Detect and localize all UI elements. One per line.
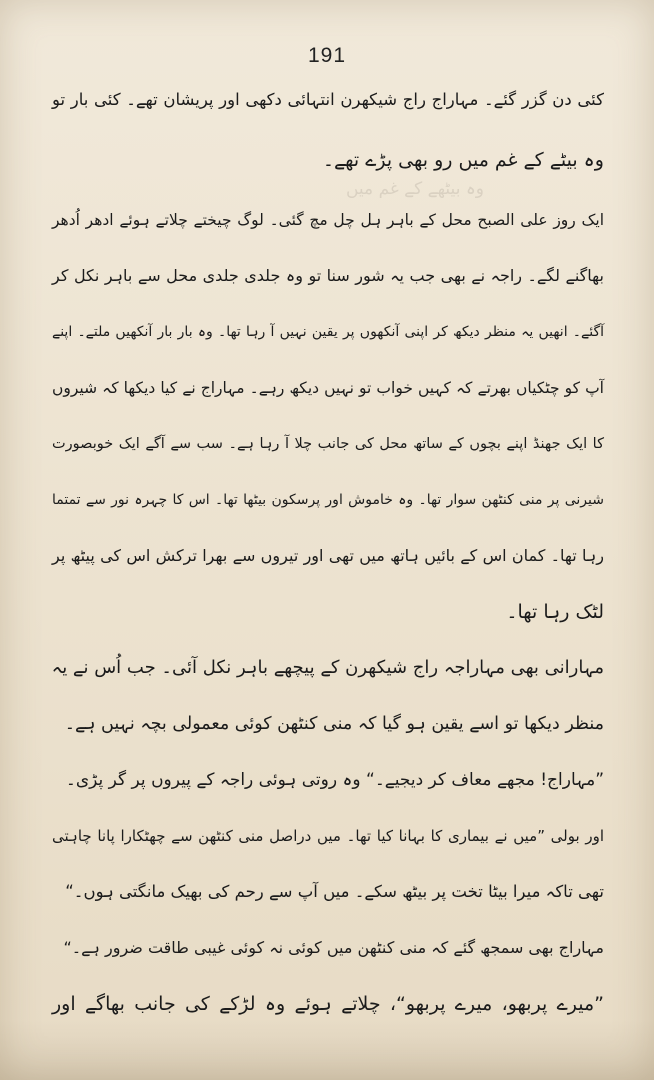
text-line-8: شیرنی پر منی کنٹھن سوار تھا۔ وہ خاموش اور پرسکون بیٹھا تھا۔ اس کا چہرہ نور سے تمتما — [52, 492, 604, 508]
text-line-17: ”میرے پربھو، میرے پربھو“، چلاتے ہوئے وہ لڑکے کی جانب بھاگے اور — [52, 993, 604, 1015]
text-line-14: اور بولی ”میں نے بیماری کا بہانا کیا تھا۔ میں دراصل منی کنٹھن سے چھٹکارا پانا چاہتی — [52, 827, 604, 845]
text-line-12: منظر دیکھا تو اسے یقین ہو گیا کہ منی کنٹھن کوئی معمولی بچہ نہیں ہے۔ — [64, 714, 604, 734]
text-line-4: بھاگنے لگے۔ راجہ نے بھی جب یہ شور سنا تو وہ جلدی جلدی محل سے باہر نکل کر — [52, 266, 604, 285]
text-line-15: تھی تاکہ میرا بیٹا تخت پر بیٹھ سکے۔ میں آپ سے رحم کی بھیک مانگتی ہوں۔“ — [65, 882, 604, 901]
page-number: 191 — [307, 44, 347, 67]
text-line-16: مہاراج بھی سمجھ گئے کہ منی کنٹھن میں کوئی نہ کوئی غیبی طاقت ضرور ہے۔“ — [63, 938, 604, 957]
show-through-text: وہ بیٹھے کے غم میں — [345, 179, 484, 199]
text-line-11: مہارانی بھی مہاراجہ راج شیکھرن کے پیچھے باہر نکل آئی۔ جب اُس نے یہ — [51, 657, 604, 678]
text-line-7: کا ایک جھنڈ اپنے بچوں کے ساتھ محل کی جانب چلا آ رہا ہے۔ سب سے آگے ایک خوبصورت — [52, 436, 604, 452]
text-line-3: ایک روز علی الصبح محل کے باہر ہل چل مچ گئی۔ لوگ چیختے چلاتے ہوئے ادھر اُدھر — [52, 211, 604, 229]
text-line-10: لٹک رہا تھا۔ — [506, 601, 604, 623]
text-line-5: آگئے۔ انھیں یہ منظر دیکھ کر اپنی آنکھوں پر یقین نہیں آ رہا تھا۔ وہ بار بار آنکھیں ملتے۔ اپنے — [52, 324, 604, 340]
text-line-1: کئی دن گزر گئے۔ مہاراج راج شیکھرن انتہائی دکھی اور پریشان تھے۔ کئی بار تو — [52, 90, 604, 109]
page-edge-shade — [0, 1020, 654, 1080]
text-line-9: رہا تھا۔ کمان اس کے بائیں ہاتھ میں تھی اور تیروں سے بھرا ترکش اس کی پیٹھ پر — [52, 546, 604, 565]
text-line-13: ”مہاراج! مجھے معاف کر دیجیے۔“ وہ روتی ہوئی راجہ کے پیروں پر گر پڑی۔ — [65, 770, 604, 790]
text-line-2: وہ بیٹے کے غم میں رو بھی پڑے تھے۔ — [322, 149, 604, 171]
text-line-6: آپ کو چٹکیاں بھرتے کہ کہیں خواب تو نہیں دیکھ رہے۔ مہاراج نے کیا دیکھا کہ شیروں — [52, 379, 604, 397]
